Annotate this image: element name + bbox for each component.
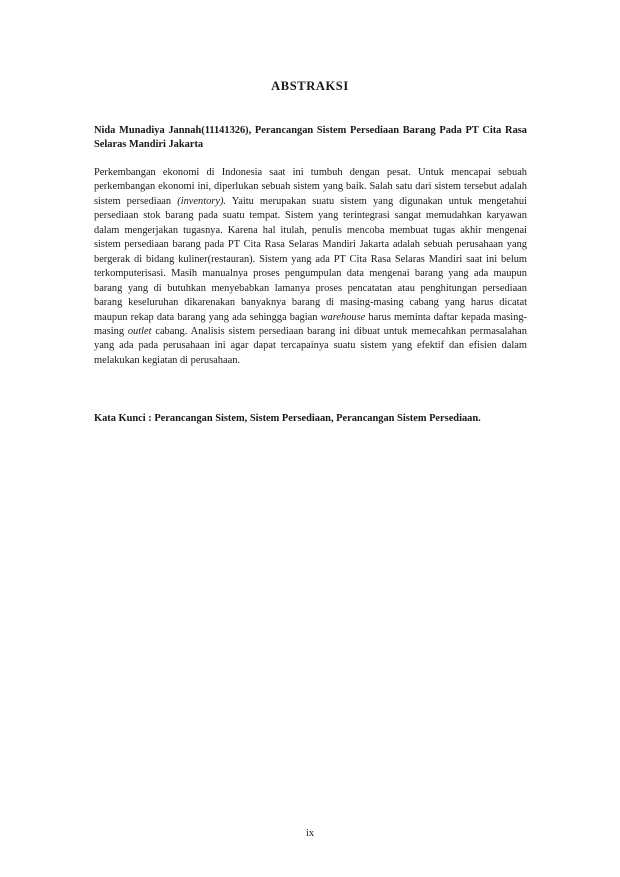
abstract-paragraph xyxy=(94,166,527,368)
abstract-text-part-3: harus meminta daftar kepada masing-masing xyxy=(94,311,528,337)
abstract-text-part-4: cabang. Analisis sistem persediaan barang ini dibuat untuk memecahkan permasalahan yang ada pada perusahaan ini agar dapat tercapainya suatu sistem yang efektif dan efisien dalam melakukan kegiatan di perusahaan. xyxy=(94,325,527,366)
author-citation: Nida Munadiya Jannah(11141326), Perancangan Sistem Persediaan Barang Pada PT Cita Rasa Selaras Mandiri Jakarta xyxy=(94,125,527,151)
keywords: Kata Kunci : Perancangan Sistem, Sistem Persediaan, Perancangan Sistem Persediaan. xyxy=(94,413,481,424)
abstract-text-part-2: Yaitu merupakan suatu sistem yang digunakan untuk mengetahui persediaan stok barang pada suatu tempat. Sistem yang terintegrasi sangat memudahkan karyawan dalam mengerjakan tugasnya. Karena hal itulah, penulis mencoba membuat tugas akhir mengenai sistem persediaan barang pada PT Cita Rasa Selaras Mandiri Jakarta adalah sebuah perusahaan yang bergerak di bidang kuliner(restauran). Sistem yang ada PT Cita Rasa Selaras Mandiri saat ini belum terkomputerisasi. Masih manualnya proses pengumpulan data mengenai barang yang ada maupun barang yang di butuhkan menyebabkan lamanya proses pencatatan atau penghitungan persediaan barang keseluruhan dikarenakan banyaknya barang di masing-masing cabang yang harus dicatat maupun rekap data barang yang ada sehingga bagian xyxy=(94,195,527,323)
term-outlet: outlet xyxy=(127,325,152,337)
page-number: ix xyxy=(305,828,315,839)
term-warehouse: warehouse xyxy=(320,311,366,323)
abstract-text-part-1: Perkembangan ekonomi di Indonesia saat ini tumbuh dengan pesat. Untuk mencapai sebuah perkembangan ekonomi ini, diperlukan sebuah sistem yang baik. Salah satu dari sistem tersebut adalah sistem persediaan xyxy=(94,167,527,207)
page-title: ABSTRAKSI xyxy=(271,79,349,93)
term-inventory: (inventory). xyxy=(177,195,227,207)
